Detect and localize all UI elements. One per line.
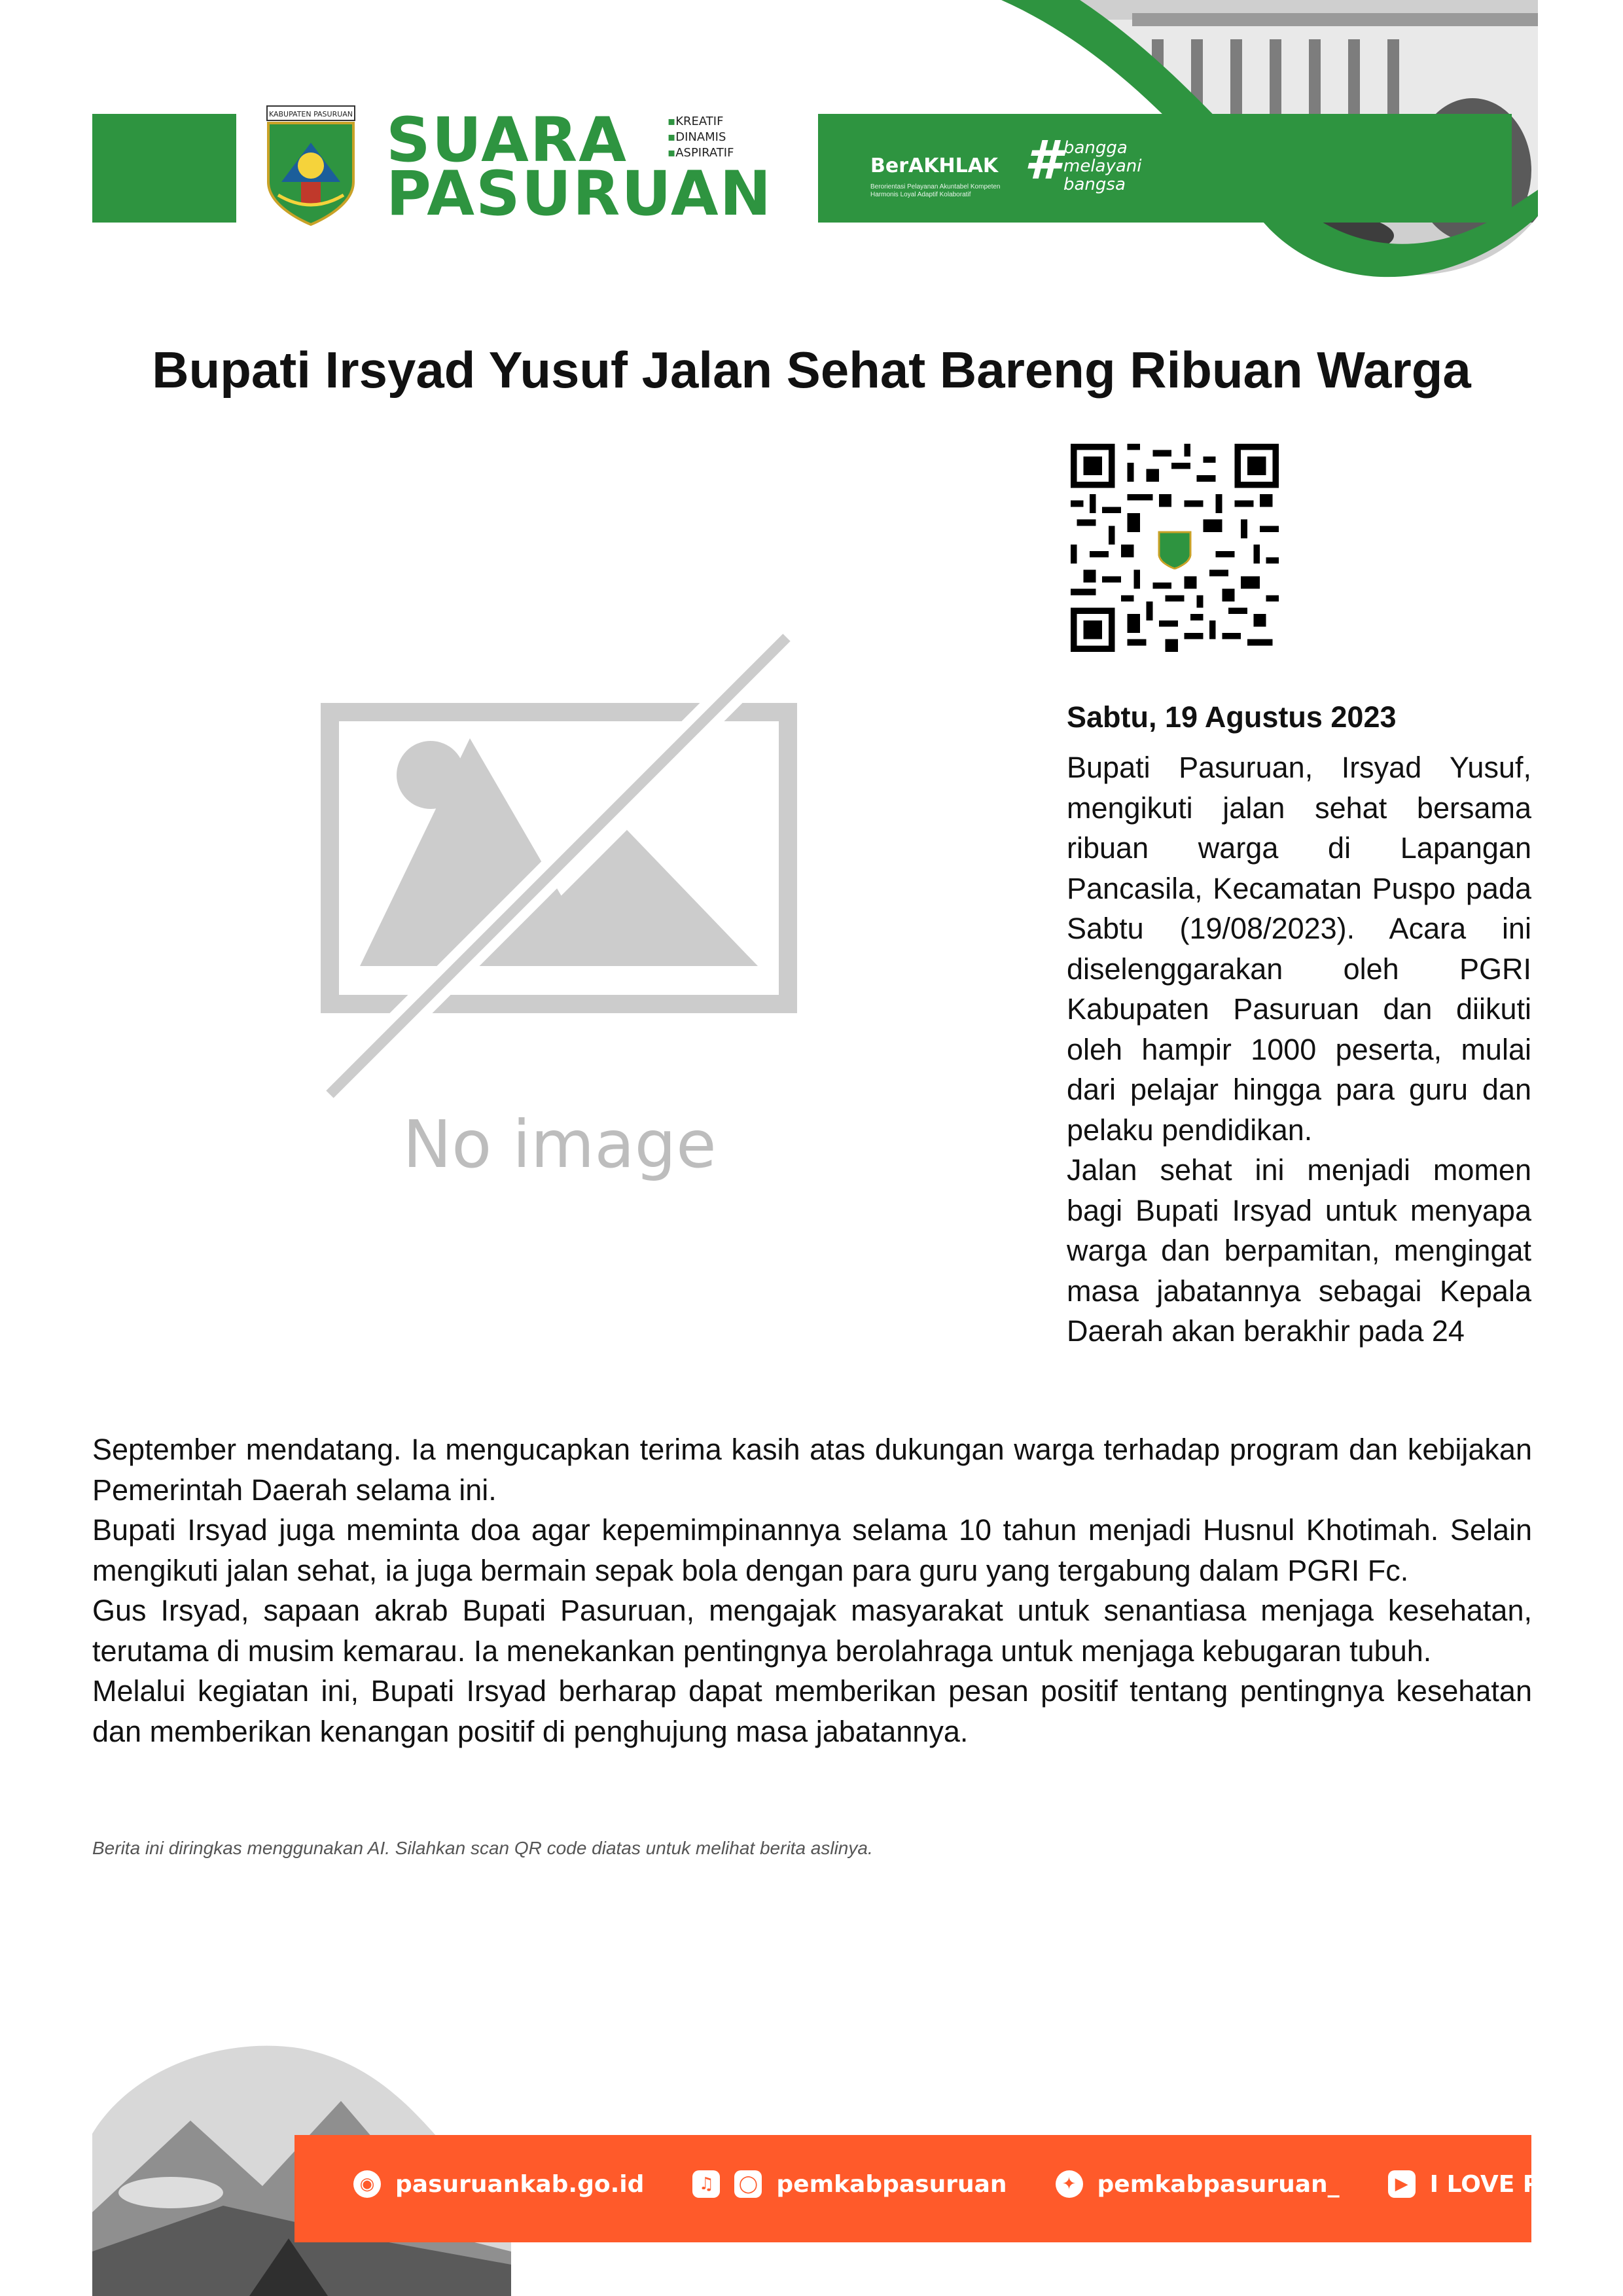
kabupaten-crest-logo [262, 103, 360, 228]
footer-tv-link[interactable]: I LOVE PAS TV [1429, 2170, 1616, 2198]
tagline-item: ▪ DINAMIS [668, 130, 734, 145]
tagline-item: ▪ KREATIF [668, 114, 734, 130]
bangga-line: bangga [1063, 138, 1128, 158]
article-paragraph: Melalui kegiatan ini, Bupati Irsyad berharap dapat memberikan pesan positif tentang pentingnya kesehatan dan memberikan kenangan positif di penghujung masa jabatannya. [92, 1674, 1532, 1748]
footer-links [353, 2170, 1616, 2198]
footer-website-link[interactable]: pasuruankab.go.id [395, 2170, 645, 2198]
bangga-melayani-bangsa-logo [1063, 139, 1142, 194]
article-body-full [92, 1429, 1532, 1751]
brand-title-line1: SUARA [386, 105, 628, 176]
article-paragraph: Gus Irsyad, sapaan akrab Bupati Pasuruan, mengajak masyarakat untuk senantiasa menjaga kesehatan, terutama di musim kemarau. Ia menekankan pentingnya berolahraga untuk menjaga kebugaran tubuh. [92, 1594, 1532, 1668]
tagline-item: ▪ ASPIRATIF [668, 145, 734, 161]
no-image-label: No image [402, 1106, 717, 1183]
berakhlak-subtitle: Berorientasi Pelayanan Akuntabel Kompeten Harmonis Loyal Adaptif Kolaboratif [870, 183, 1001, 198]
bangga-line: bangsa [1063, 175, 1126, 194]
qr-code[interactable] [1071, 444, 1279, 652]
ai-disclaimer: Berita ini diringkas menggunakan AI. Silahkan scan QR code diatas untuk melihat berita aslinya. [92, 1838, 873, 1858]
brand-title-line2: PASURUAN [386, 158, 773, 230]
twitter-icon[interactable]: ✦ [1056, 2170, 1083, 2198]
article-title: Bupati Irsyad Yusuf Jalan Sehat Bareng Ribuan Warga [152, 341, 1471, 399]
bangga-line: melayani [1063, 156, 1142, 176]
header-green-bar-left [92, 114, 236, 223]
tiktok-icon[interactable]: ♫ [692, 2170, 720, 2198]
article-paragraph: Bupati Irsyad juga meminta doa agar kepemimpinannya selama 10 tahun menjadi Husnul Khotimah. Selain mengikuti jalan sehat, ia juga bermain sepak bola dengan para guru yang tergabung dalam PGRI Fc. [92, 1513, 1532, 1587]
footer-social-handle[interactable]: pemkabpasuruan [776, 2170, 1007, 2198]
berakhlak-logo: BerAKHLAK [870, 154, 999, 177]
article-paragraph: Bupati Pasuruan, Irsyad Yusuf, mengikuti jalan sehat bersama ribuan warga di Lapangan Pancasila, Kecamatan Puspo pada Sabtu (19/08/2023). Acara ini diselenggarakan oleh PGRI Kabupaten Pasuruan dan diikuti oleh hampir 1000 peserta, mulai dari pelajar hingga para guru dan pelaku pendidikan. [1067, 751, 1531, 1147]
brand-tagline [668, 114, 734, 161]
article-body-column [1067, 747, 1531, 1352]
article-paragraph: September mendatang. Ia mengucapkan terima kasih atas dukungan warga terhadap program dan kebijakan Pemerintah Daerah selama ini. [92, 1433, 1532, 1507]
youtube-icon[interactable]: ▶ [1388, 2170, 1416, 2198]
article-date: Sabtu, 19 Agustus 2023 [1067, 700, 1397, 734]
footer-twitter-handle[interactable]: pemkabpasuruan_ [1097, 2170, 1340, 2198]
crest-caption: KABUPATEN PASURUAN [268, 110, 353, 118]
globe-icon: ◉ [353, 2170, 381, 2198]
article-paragraph: Jalan sehat ini menjadi momen bagi Bupati Irsyad untuk menyapa warga dan berpamitan, mengingat masa jabatannya sebagai Kepala Daerah akan berakhir pada 24 [1067, 1153, 1531, 1348]
instagram-icon[interactable]: ◯ [734, 2170, 762, 2198]
hashtag-icon: # [1024, 130, 1062, 192]
